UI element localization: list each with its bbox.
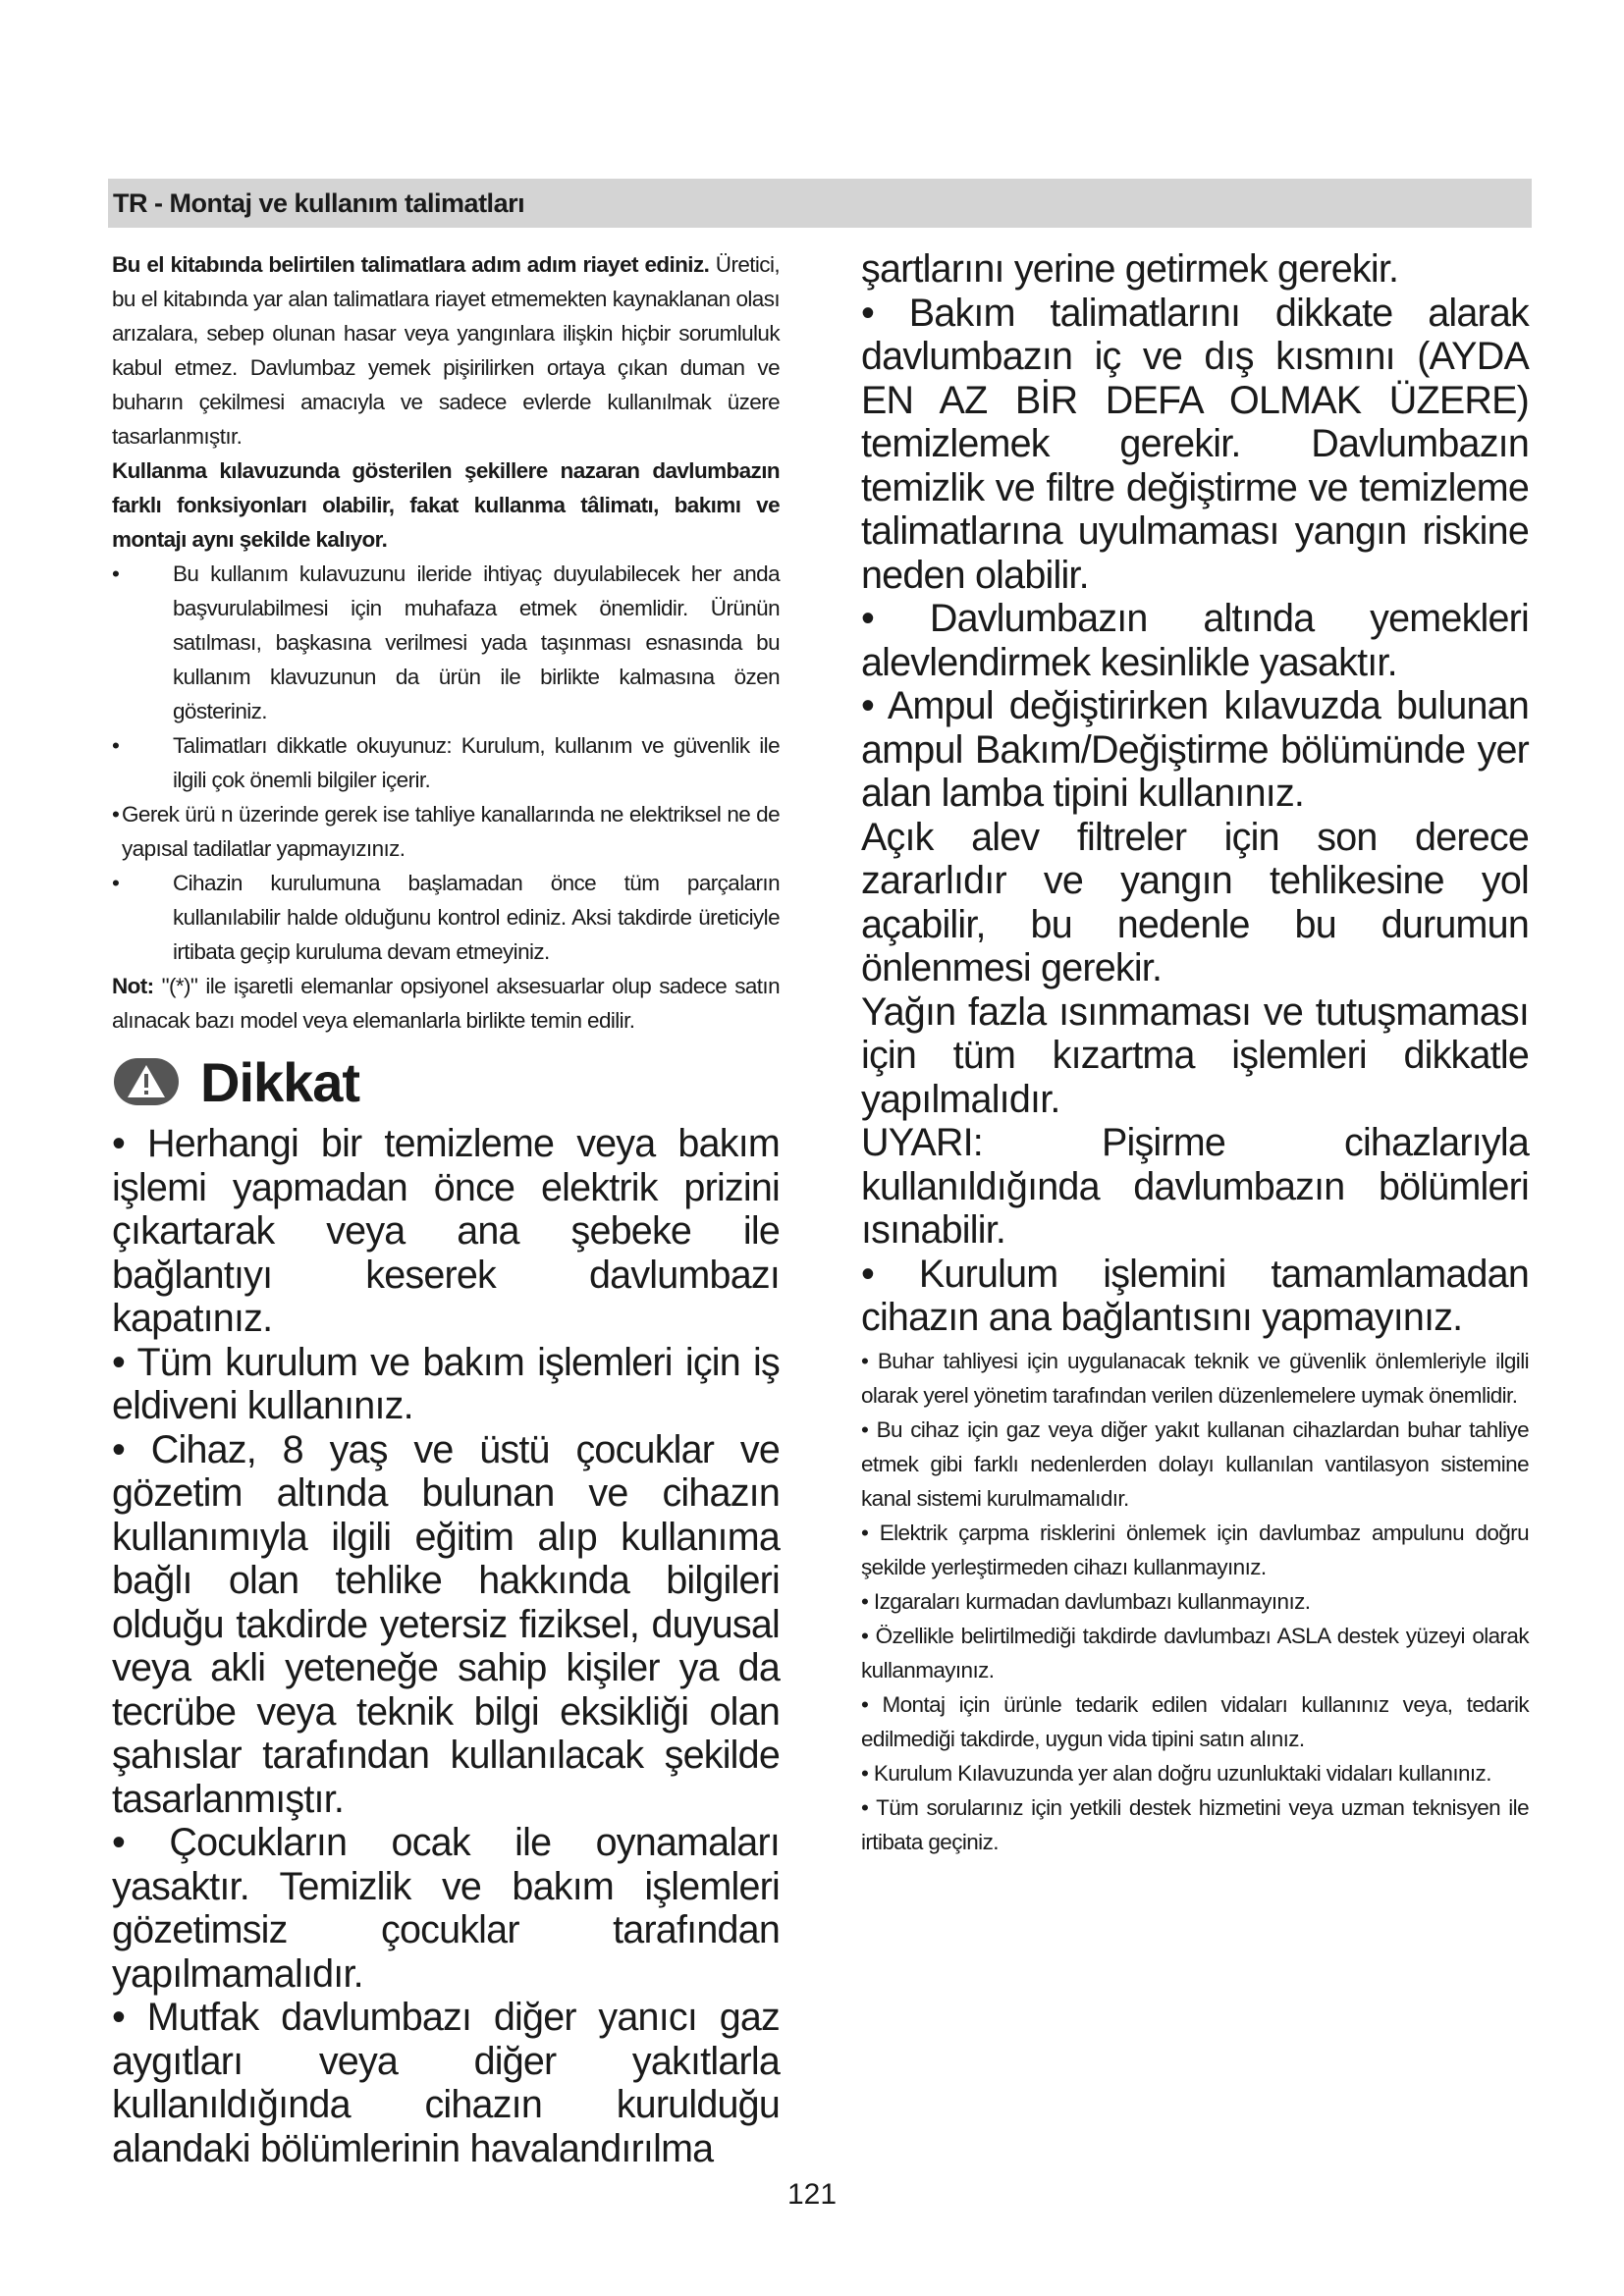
safety-note: • Buhar tahliyesi için uygulanacak teknik ve güvenlik önlemleriyle ilgili olarak yerel yönetim tarafından verilen düzenlemelere uymak önemlidir. <box>861 1348 1529 1408</box>
right-column <box>861 247 1529 1859</box>
note-label: Not: <box>112 974 154 998</box>
safety-note: • Elektrik çarpma risklerini önlemek için davlumbaz ampulunu doğru şekilde yerleştirmeden cihazı kullanmayınız. <box>861 1520 1529 1579</box>
left-column <box>112 247 780 2170</box>
list-item-text: Gerek ürü n üzerinde gerek ise tahliye kanallarında ne elektriksel ne de yapısal tadilatlar yapmayızınız. <box>122 802 780 861</box>
warning-item: Açık alev filtreler için son derece zararlıdır ve yangın tehlikesine yol açabilir, bu nedenle bu durumun önlenmesi gerekir. <box>861 815 1529 989</box>
dikkat-title: Dikkat <box>200 1050 360 1113</box>
warning-item: • Tüm kurulum ve bakım işlemleri için iş eldiveni kullanınız. <box>112 1340 780 1427</box>
safety-note: • Tüm sorularınız için yetkili destek hizmetini veya uzman teknisyen ile irtibata geçiniz. <box>861 1794 1529 1854</box>
list-item: • Bu kullanım kulavuzunu ileride ihtiyaç duyulabilecek her anda başvurulabilmesi için muhafaza etmek önemlidir. Ürünün satılması, başkasına verilmesi yada taşınması esnasında bu kullanım klavuzunun da ürün ile birlikte kalmasına özen gösteriniz. <box>112 557 780 728</box>
warning-item: • Çocukların ocak ile oynamaları yasaktır. Temizlik ve bakım işlemleri gözetimsiz çocuklar tarafından yapılmamalıdır. <box>112 1821 780 1996</box>
section-header: TR - Montaj ve kullanım talimatları <box>108 179 1532 228</box>
page-number: 121 <box>786 2178 838 2211</box>
warning-item: şartlarını yerine getirmek gerekir. <box>861 247 1399 291</box>
list-item-text: Bu kullanım kulavuzunu ileride ihtiyaç duyulabilecek her anda başvurulabilmesi için muhafaza etmek önemlidir. Ürünün satılması, başkasına verilmesi yada taşınması esnasında bu kullanım klavuzunun da ürün ile birlikte kalmasına özen gösteriniz. <box>173 561 780 723</box>
warning-item: • Ampul değiştirirken kılavuzda bulunan ampul Bakım/Değiştirme bölümünde yer alan lamba tipini kullanınız. <box>861 684 1529 815</box>
warning-triangle-icon <box>112 1056 181 1107</box>
list-item-text: Talimatları dikkatle okuyunuz: Kurulum, kullanım ve güvenlik ile ilgili çok önemli bilgiler içerir. <box>173 733 780 792</box>
list-item: • Talimatları dikkatle okuyunuz: Kurulum, kullanım ve güvenlik ile ilgili çok önemli bilgiler içerir. <box>112 728 780 797</box>
intro-paragraph <box>112 247 780 454</box>
safety-note: • Montaj için ürünle tedarik edilen vidaları kullanınız veya, tedarik edilmediği takdirde, uygun vida tipini satın alınız. <box>861 1691 1529 1751</box>
warning-item: • Kurulum işlemini tamamlamadan cihazın ana bağlantısını yapmayınız. <box>861 1252 1529 1339</box>
intro-bold: Bu el kitabında belirtilen talimatlara adım adım riayet ediniz. <box>112 252 710 277</box>
safety-note: • Kurulum Kılavuzunda yer alan doğru uzunluktaki vidaları kullanınız. <box>861 1760 1491 1786</box>
safety-note: • Özellikle belirtilmediği takdirde davlumbazı ASLA destek yüzeyi olarak kullanmayınız. <box>861 1623 1529 1682</box>
safety-note: • Izgaraları kurmadan davlumbazı kullanmayınız. <box>861 1588 1311 1614</box>
warning-item: UYARI: Pişirme cihazlarıyla kullanıldığında davlumbazın bölümleri ısınabilir. <box>861 1121 1529 1252</box>
note-paragraph <box>112 969 780 1038</box>
list-item: • Gerek ürü n üzerinde gerek ise tahliye kanallarında ne elektriksel ne de yapısal tadilatlar yapmayızınız. <box>112 797 780 866</box>
intro-text: Üretici, bu el kitabında yar alan talimatlara riayet etmemekten kaynaklanan olası arızalara, sebep olunan hasar veya yangınlara ilişkin hiçbir sorumluluk kabul etmez. Davlumbaz yemek pişirilirken ortaya çıkan duman ve buharın çekilmesi amacıyla ve sadece evlerde kullanılmak üzere tasarlanmıştır. <box>112 252 780 449</box>
safety-note: • Bu cihaz için gaz veya diğer yakıt kullanan cihazlardan buhar tahliye etmek gibi farklı nedenlerden dolayı kullanılan vantilasyon sistemine kanal sistemi kurulmamalıdır. <box>861 1416 1529 1511</box>
list-item: • Cihazin kurulumuna başlamadan önce tüm parçaların kullanılabilir halde olduğunu kontrol ediniz. Aksi takdirde üreticiyle irtibata geçip kuruluma devam etmeyiniz. <box>112 866 780 969</box>
warning-item: • Mutfak davlumbazı diğer yanıcı gaz aygıtları veya diğer yakıtlarla kullanıldığında cihazın kurulduğu alandaki bölümlerinin havalandırılma <box>112 1996 780 2170</box>
dikkat-heading <box>112 1047 780 1116</box>
warning-item: • Davlumbazın altında yemekleri alevlendirmek kesinlikle yasaktır. <box>861 597 1529 684</box>
warning-item: • Bakım talimatlarını dikkate alarak davlumbazın iç ve dış kısmını (AYDA EN AZ BİR DEFA OLMAK ÜZERE) temizlemek gerekir. Davlumbazın temizlik ve filtre değiştirme ve temizleme talimatlarına uyulmaması yangın riskine neden olabilir. <box>861 291 1529 597</box>
usage-note: Kullanma kılavuzunda gösterilen şekillere nazaran davlumbazın farklı fonksiyonları olabilir, fakat kullanma tâlimatı, bakımı ve montajı aynı şekilde kalıyor. <box>112 458 780 552</box>
warning-item: • Cihaz, 8 yaş ve üstü çocuklar ve gözetim altında bulunan ve cihazın kullanımıyla ilgili eğitim alıp kullanıma bağlı olan tehlike hakkında bilgileri olduğu takdirde yetersiz fiziksel, duyusal veya akli yeteneğe sahip kişiler ya da tecrübe veya teknik bilgi eksikliği olan şahıslar tarafından kullanılacak şekilde tasarlanmıştır. <box>112 1427 780 1821</box>
list-item-text: Cihazin kurulumuna başlamadan önce tüm parçaların kullanılabilir halde olduğunu kontrol ediniz. Aksi takdirde üreticiyle irtibata geçip kuruluma devam etmeyiniz. <box>173 871 780 964</box>
note-text: "(*)" ile işaretli elemanlar opsiyonel aksesuarlar olup sadece satın alınacak bazı model veya elemanlarla birlikte temin edilir. <box>112 974 780 1033</box>
warning-item: • Herhangi bir temizleme veya bakım işlemi yapmadan önce elektrik prizini çıkartarak veya ana şebeke ile bağlantıyı keserek davlumbazı kapatınız. <box>112 1122 780 1340</box>
warning-item: Yağın fazla ısınmaması ve tutuşmaması için tüm kızartma işlemleri dikkatle yapılmalıdır. <box>861 989 1529 1121</box>
